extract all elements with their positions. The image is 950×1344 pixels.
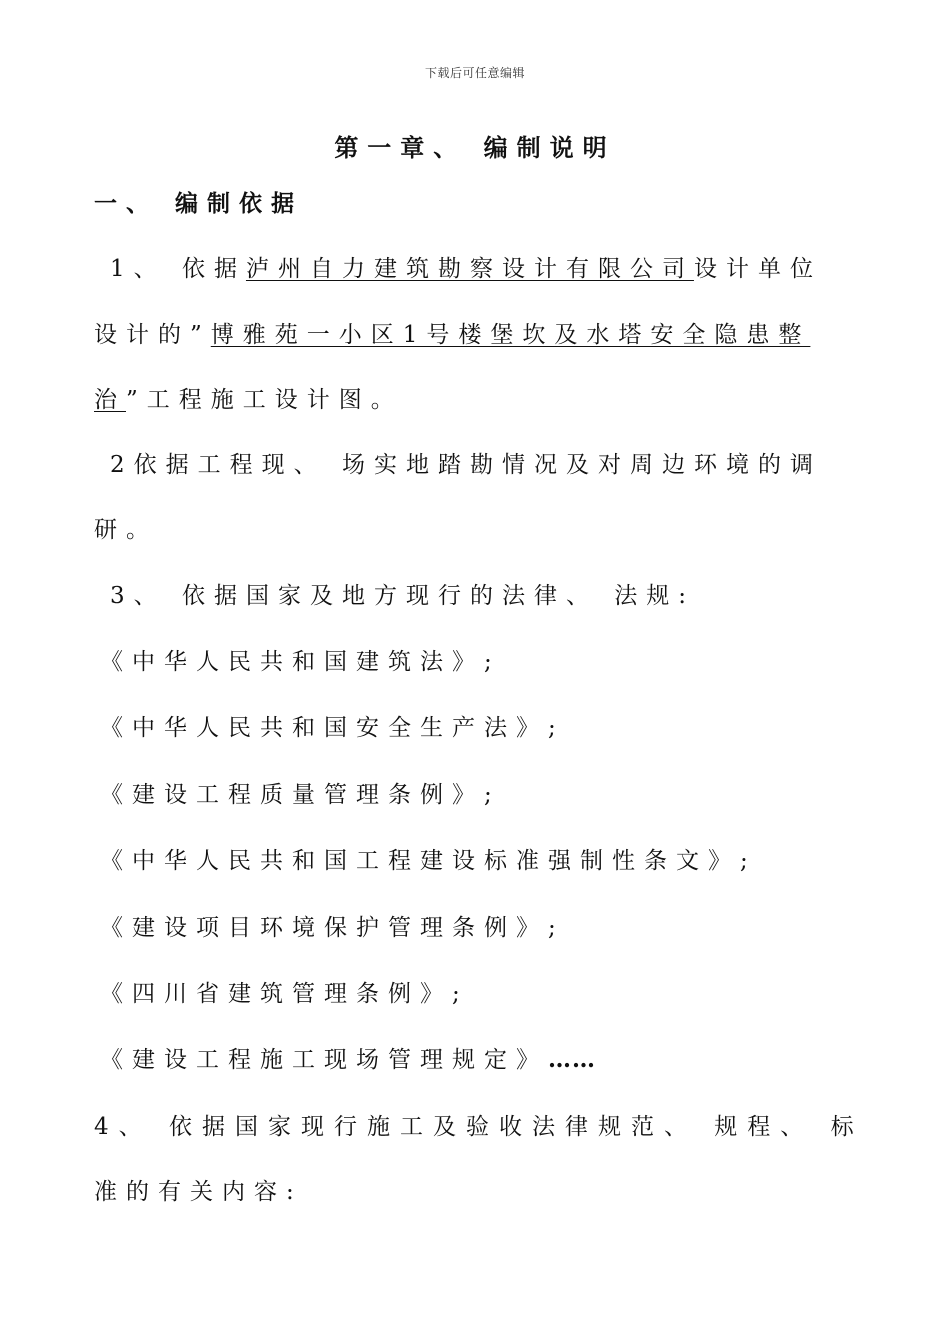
designer-company-name: 泸州自力建筑勘察设计有限公司 [245,256,694,282]
paragraph-1-line-2 [94,320,810,350]
section-title: 一、 编制依据 [94,191,304,217]
paragraph-4-line-2: 准的有关内容: [94,1179,303,1205]
paragraph-2-line-2: 研。 [94,517,158,543]
header-note: 下载后可任意编辑 [424,66,525,80]
law-item-text: 《建设工程施工现场管理规定》 [100,1047,548,1073]
paragraph-1-line-1 [110,254,822,284]
law-item: 《建设项目环境保护管理条例》; [100,915,565,941]
paragraph-1-line-2-prefix: 设计的” [94,322,211,348]
chapter-title: 第一章、 编制说明 [334,134,616,162]
law-item: 《四川省建筑管理条例》; [100,981,469,1007]
paragraph-1-prefix: 1、 依据 [110,256,246,282]
law-item: 《中华人民共和国建筑法》; [100,649,501,675]
law-item-last [100,1045,596,1075]
law-item: 《中华人民共和国工程建设标准强制性条文》; [100,848,757,874]
paragraph-1-line-3-suffix: ”工程施工设计图。 [126,387,403,413]
law-item: 《中华人民共和国安全生产法》; [100,715,565,741]
paragraph-4-line-1: 4、 依据国家现行施工及验收法律规范、 规程、 标 [94,1114,864,1140]
project-name-part-2: 治 [94,387,126,413]
law-list-ellipsis: …… [548,1046,596,1073]
paragraph-1-line-3 [94,385,403,415]
paragraph-1-suffix: 设计单位 [693,256,822,282]
project-name-part-1: 博雅苑一小区1号楼堡坎及水塔安全隐患整 [210,322,811,348]
law-item: 《建设工程质量管理条例》; [100,782,501,808]
paragraph-2-line-1: 2依据工程现、 场实地踏勘情况及对周边环境的调 [110,452,822,478]
paragraph-3-line-1: 3、 依据国家及地方现行的法律、 法规: [110,583,696,609]
